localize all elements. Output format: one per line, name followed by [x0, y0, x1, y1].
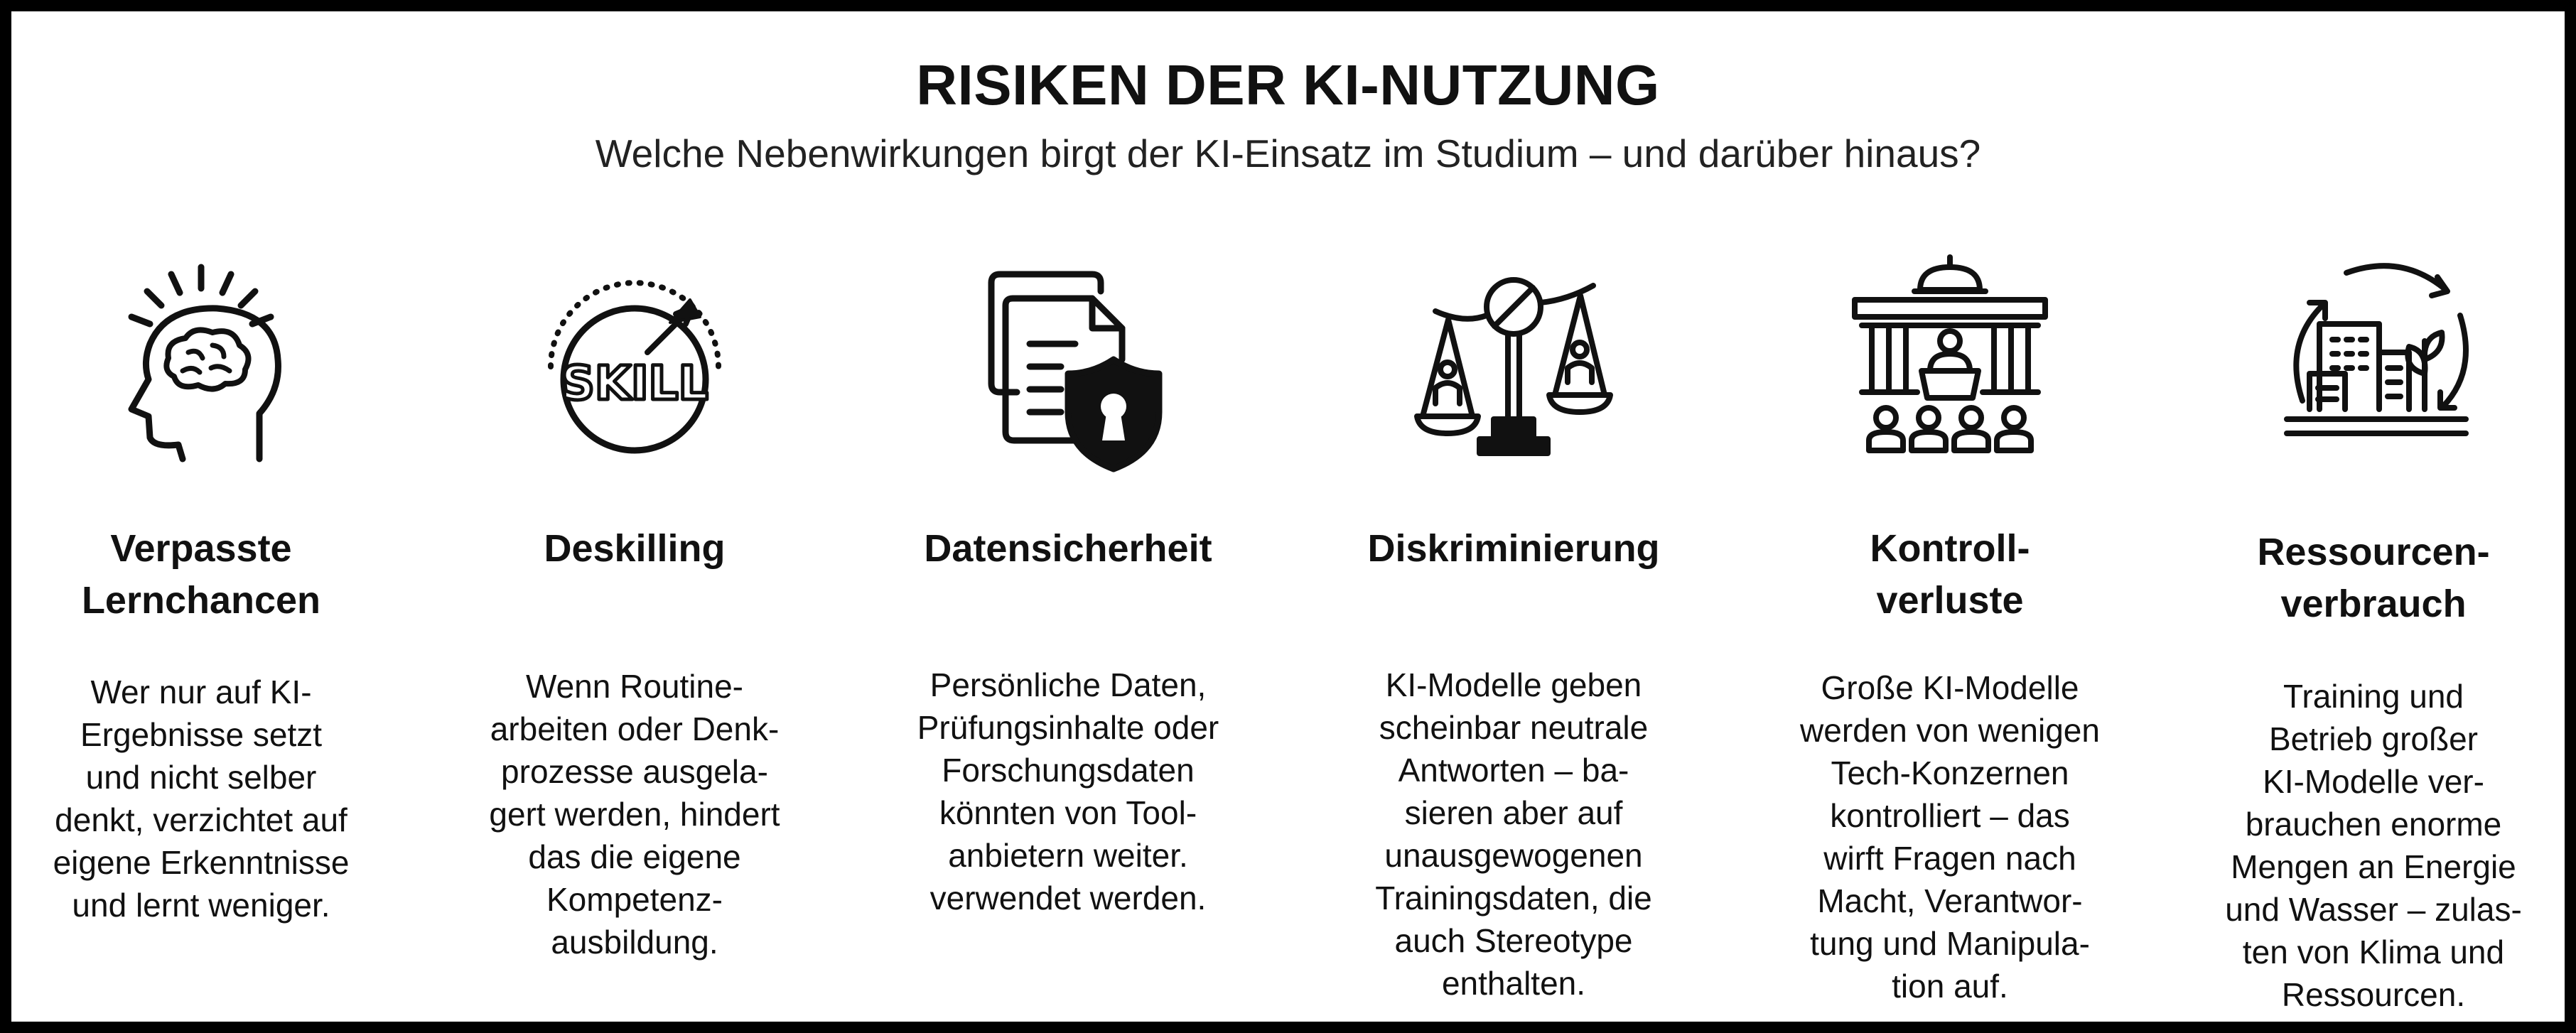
- brain-head-icon: [95, 246, 308, 473]
- card-body-line: Ergebnisse setzt: [80, 716, 323, 753]
- scales-prohibition-icon: [1407, 246, 1620, 473]
- card-heading-line: Verpasste: [110, 527, 292, 570]
- card-body-line: wirft Fragen nach: [1823, 840, 2076, 877]
- card-body-line: KI-Modelle ver-: [2263, 763, 2484, 800]
- card-body-line: Prüfungsinhalte oder: [917, 709, 1219, 746]
- card-body-line: sieren aber auf: [1404, 794, 1623, 831]
- card-body-line: ten von Klima und: [2242, 934, 2505, 970]
- card-body-line: enthalten.: [1441, 965, 1586, 1002]
- risk-card-lernchancen: [11, 11, 411, 1022]
- card-body-line: arbeiten oder Denk-: [490, 710, 780, 747]
- document-shield-icon: [961, 246, 1175, 473]
- page-title: RISIKEN DER KI-NUTZUNG: [916, 53, 1660, 117]
- government-building-icon: [1843, 246, 2057, 473]
- card-body-line: brauchen enorme: [2245, 806, 2502, 843]
- card-body-line: Persönliche Daten,: [929, 666, 1207, 703]
- card-body-line: Forschungsdaten: [942, 752, 1195, 789]
- card-body-line: Wer nur auf KI-: [90, 674, 312, 710]
- skill-gauge-icon: [528, 246, 741, 473]
- card-body-line: Betrieb großer: [2268, 720, 2478, 757]
- card-body-line: und nicht selber: [85, 759, 317, 796]
- card-body-line: und Wasser – zulas-: [2225, 891, 2522, 928]
- card-heading-line: Diskriminierung: [1367, 527, 1660, 570]
- card-body-line: verwendet werden.: [929, 880, 1207, 916]
- card-body-line: Trainingsdaten, die: [1375, 880, 1652, 916]
- card-body-line: prozesse ausgela-: [501, 753, 768, 790]
- card-body-line: anbietern weiter.: [948, 837, 1188, 874]
- card-body-line: tung und Manipula-: [1810, 925, 2090, 962]
- card-body-line: kontrolliert – das: [1830, 797, 2070, 834]
- card-body-line: KI-Modelle geben: [1385, 666, 1642, 703]
- page-subtitle: Welche Nebenwirkungen birgt der KI-Einsatz im Studium – und darüber hinaus?: [595, 131, 1981, 175]
- card-body-line: könnten von Tool-: [939, 794, 1197, 831]
- card-body-line: und lernt weniger.: [72, 887, 330, 924]
- card-heading-line: Datensicherheit: [924, 527, 1212, 570]
- card-body-line: das die eigene: [528, 838, 741, 875]
- buildings-plant-cycle-icon: [2267, 246, 2480, 473]
- card-body-line: Kompetenz-: [546, 881, 723, 918]
- card-heading-line: verluste: [1876, 579, 2024, 622]
- card-body-line: werden von wenigen: [1800, 712, 2100, 749]
- card-body-line: Mengen an Energie: [2231, 848, 2516, 885]
- card-body-line: Wenn Routine-: [526, 668, 743, 705]
- skill-label: SKILL: [561, 356, 708, 411]
- risk-card-deskilling: [425, 11, 844, 1022]
- card-body-line: tion auf.: [1892, 968, 2008, 1005]
- card-body-line: scheinbar neutrale: [1379, 709, 1649, 746]
- card-body-line: denkt, verzichtet auf: [55, 801, 347, 838]
- card-body-line: Tech-Konzernen: [1831, 755, 2069, 791]
- card-heading-line: Ressourcen-: [2257, 531, 2490, 573]
- card-body-line: ausbildung.: [551, 924, 718, 961]
- card-heading-line: Lernchancen: [81, 579, 321, 622]
- card-heading-line: Deskilling: [544, 527, 726, 570]
- card-body-line: Macht, Verantwor-: [1817, 882, 2083, 919]
- risk-card-ressourcenverbrauch: [2164, 11, 2565, 1022]
- risk-card-diskriminierung: [1304, 11, 1723, 1022]
- card-body-line: gert werden, hindert: [489, 796, 780, 833]
- card-body-line: Große KI-Modelle: [1821, 669, 2079, 706]
- risk-card-datensicherheit: [858, 11, 1278, 1022]
- card-body-line: Ressourcen.: [2281, 976, 2466, 1013]
- risk-card-kontrollverluste: [1740, 11, 2160, 1022]
- card-heading-line: verbrauch: [2280, 583, 2467, 625]
- infographic-frame: [11, 11, 2565, 1022]
- card-body-line: auch Stereotype: [1394, 922, 1633, 959]
- card-body-line: unausgewogenen: [1384, 837, 1643, 874]
- card-body-line: eigene Erkenntnisse: [53, 844, 350, 881]
- card-heading-line: Kontroll-: [1870, 527, 2030, 570]
- card-body-line: Training und: [2283, 678, 2464, 715]
- card-body-line: Antworten – ba-: [1398, 752, 1629, 789]
